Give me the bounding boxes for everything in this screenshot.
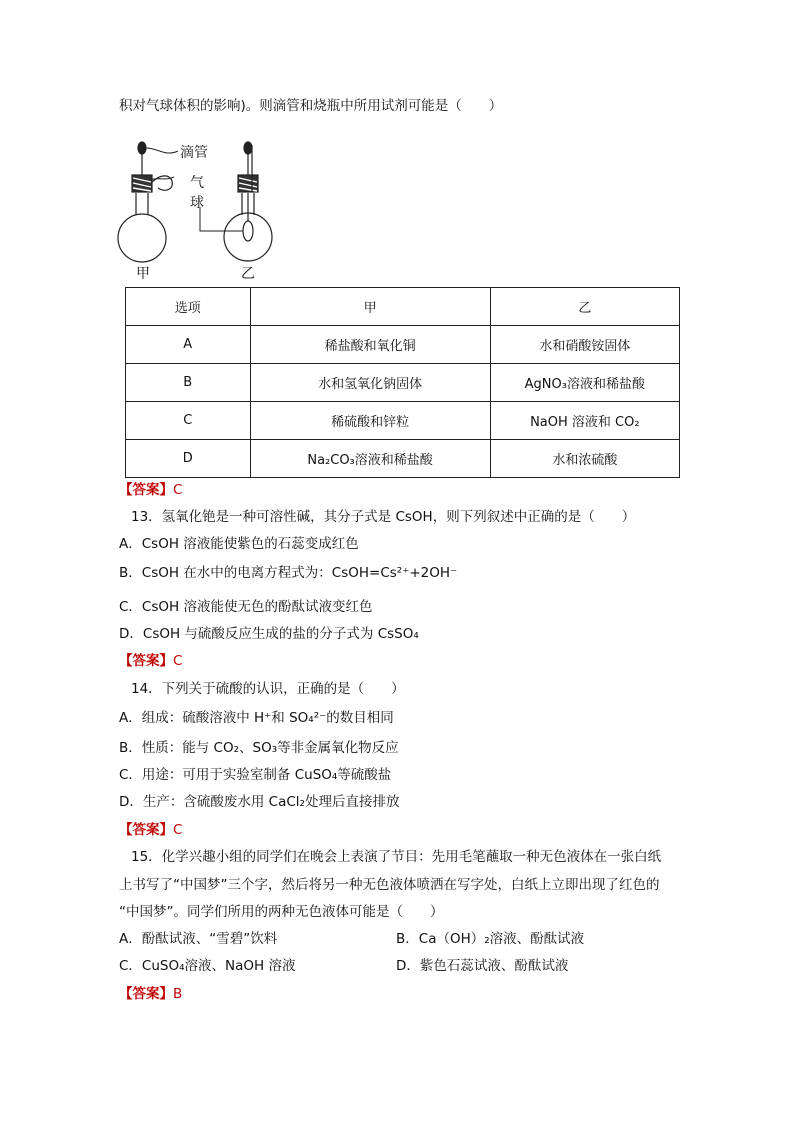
table-cell: NaOH 溶液和 CO₂: [490, 402, 679, 440]
answer-line-q12: [119, 481, 182, 499]
q13-stem: 13．氢氧化铯是一种可溶性碱，其分子式是 CsOH，则下列叙述中正确的是（ ）: [131, 509, 636, 525]
dropper-label: 滴管: [180, 145, 208, 161]
q13-option-d: D．CsOH 与硫酸反应生成的盐的分子式为 CsSO₄: [119, 626, 419, 642]
answer-line-q14: [119, 821, 182, 839]
table-header-cell: 选项: [126, 288, 251, 326]
q14-option-a: A．组成：硫酸溶液中 H⁺和 SO₄²⁻的数目相同: [119, 710, 394, 726]
answer-line-q13: [119, 652, 182, 670]
answer-value: B: [173, 986, 183, 1002]
answer-label: 【答案】: [119, 482, 173, 498]
q15-stem-line-3: “中国梦”。同学们所用的两种无色液体可能是（ ）: [119, 904, 444, 920]
q13-option-a: A．CsOH 溶液能使紫色的石蕊变成红色: [119, 536, 359, 552]
table-cell: 稀盐酸和氧化铜: [250, 326, 490, 364]
q14-option-d: D．生产：含硫酸废水用 CaCl₂处理后直接排放: [119, 794, 400, 810]
table-cell: C: [126, 402, 251, 440]
table-cell: A: [126, 326, 251, 364]
table-row: [126, 440, 680, 478]
q15-option-c: C．CuSO₄溶液、NaOH 溶液: [119, 958, 296, 974]
flask-label-yi: 乙: [241, 266, 255, 282]
q13-option-b: B．CsOH 在水中的电离方程式为：CsOH=Cs²⁺+2OH⁻: [119, 565, 458, 581]
table-cell: 水和浓硫酸: [490, 440, 679, 478]
table-cell: 稀硫酸和锌粒: [250, 402, 490, 440]
table-row: [126, 364, 680, 402]
options-table: [125, 287, 680, 478]
table-row: [126, 402, 680, 440]
q14-option-b: B．性质：能与 CO₂、SO₃等非金属氧化物反应: [119, 740, 399, 756]
q14-stem: 14．下列关于硫酸的认识，正确的是（ ）: [131, 681, 405, 697]
q15-stem-line-2: 上书写了“中国梦”三个字，然后将另一种无色液体喷洒在写字处，白纸上立即出现了红色的: [119, 877, 660, 893]
table-header-cell: 乙: [490, 288, 679, 326]
flask-label-jia: 甲: [136, 266, 150, 282]
table-row: [126, 326, 680, 364]
answer-value: C: [173, 822, 183, 838]
q14-option-c: C．用途：可用于实验室制备 CuSO₄等硫酸盐: [119, 767, 392, 783]
table-cell: 水和硝酸铵固体: [490, 326, 679, 364]
answer-label: 【答案】: [119, 653, 173, 669]
flask-yi: [224, 142, 272, 261]
answer-value: C: [173, 653, 183, 669]
table-cell: AgNO₃溶液和稀盐酸: [490, 364, 679, 402]
table-cell: D: [126, 440, 251, 478]
q15-option-a: A．酚酞试液、“雪碧”饮料: [119, 931, 278, 947]
answer-line-q15: [119, 985, 182, 1003]
table-header-cell: 甲: [250, 288, 490, 326]
answer-value: C: [173, 482, 183, 498]
table-cell: 水和氢氧化钠固体: [250, 364, 490, 402]
table-cell: B: [126, 364, 251, 402]
q15-option-b: B．Ca（OH）₂溶液、酚酞试液: [396, 931, 585, 947]
question-intro: 积对气球体积的影响)。则滴管和烧瓶中所用试剂可能是（ ）: [119, 98, 503, 114]
q15-stem-line-1: 15．化学兴趣小组的同学们在晚会上表演了节目：先用毛笔蘸取一种无色液体在一张白纸: [131, 849, 662, 865]
q13-option-c: C．CsOH 溶液能使无色的酚酞试液变红色: [119, 599, 373, 615]
balloon-label-1: 气: [190, 175, 204, 191]
table-cell: Na₂CO₃溶液和稀盐酸: [250, 440, 490, 478]
table-header-row: [126, 288, 680, 326]
answer-label: 【答案】: [119, 986, 173, 1002]
apparatus-figure: [110, 135, 310, 285]
q15-option-d: D．紫色石蕊试液、酚酞试液: [396, 958, 569, 974]
flask-jia: [118, 142, 172, 262]
balloon-label-2: 球: [190, 195, 204, 211]
answer-label: 【答案】: [119, 822, 173, 838]
